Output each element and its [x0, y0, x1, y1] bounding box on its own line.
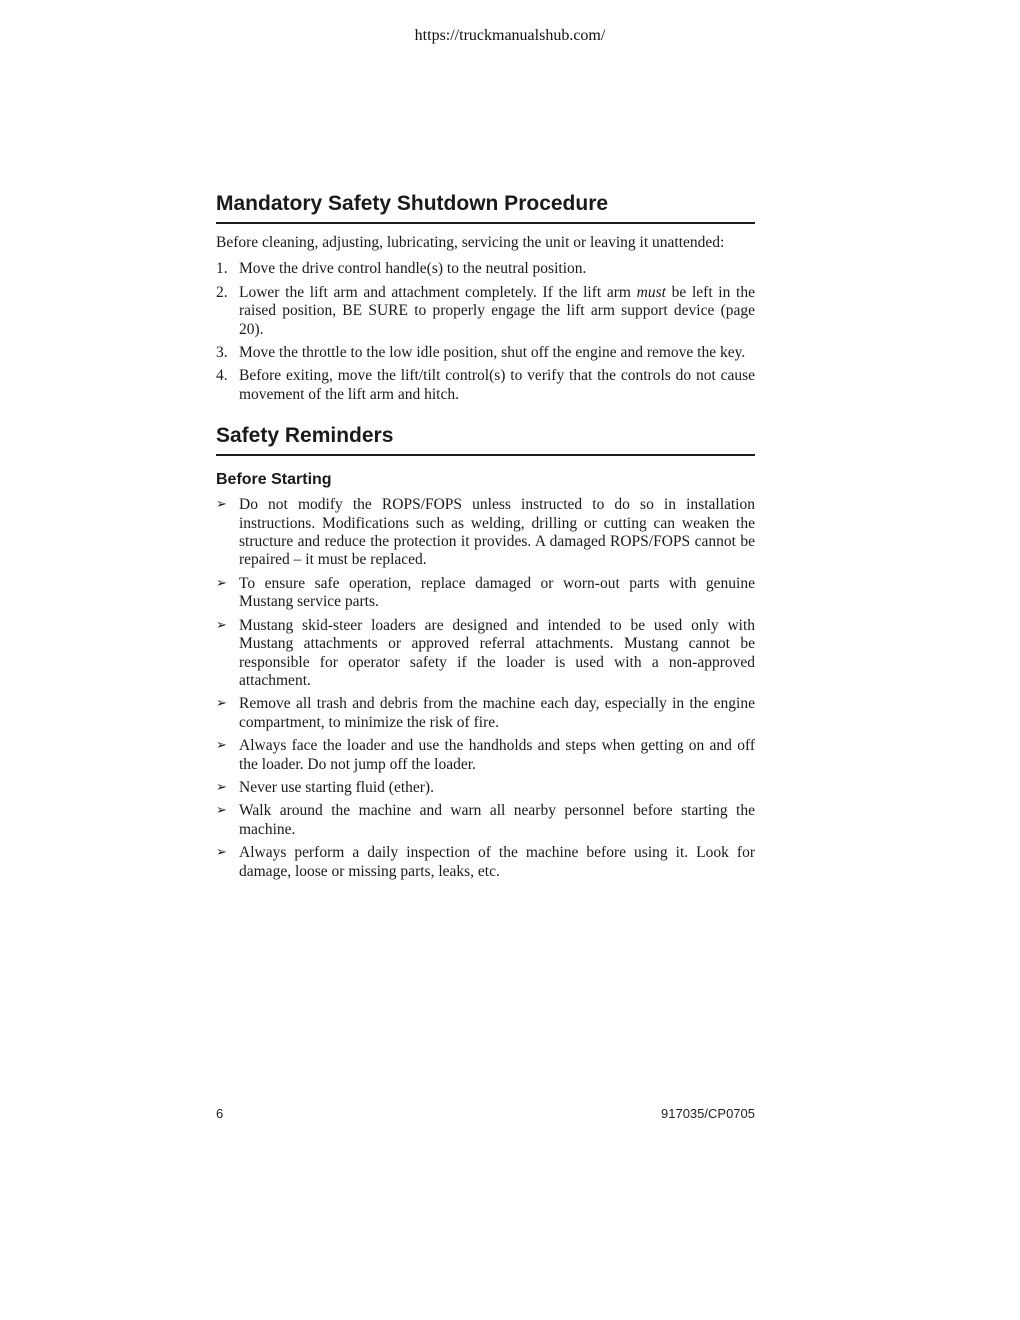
arrow-bullet-icon: ➢ [216, 575, 227, 591]
reminder-item [216, 802, 755, 839]
step-text-after: be left in the raised position, BE SURE to properly engage the lift arm support device (page 20). [239, 283, 755, 338]
reminder-text: Always perform a daily inspection of the machine before using it. Look for damage, loose or missing parts, leaks, etc. [239, 844, 755, 880]
reminder-list [216, 496, 755, 881]
reminder-text: Never use starting fluid (ether). [239, 778, 434, 796]
arrow-bullet-icon: ➢ [216, 617, 227, 633]
reminder-text: Do not modify the ROPS/FOPS unless instructed to do so in installation instructions. Modifications such as welding, drilling or cutting can weaken the structure and reduce the protection it provides. A damaged ROPS/FOPS cannot be repaired – it must be replaced. [239, 496, 755, 569]
step-text: Move the throttle to the low idle position, shut off the engine and remove the key. [239, 344, 746, 362]
arrow-bullet-icon: ➢ [216, 738, 227, 754]
step-number: 2. [216, 283, 228, 301]
reminder-item [216, 617, 755, 691]
shutdown-step [216, 284, 755, 339]
shutdown-step [216, 344, 755, 362]
reminder-item [216, 737, 755, 774]
step-text-before: Lower the lift arm and attachment completely. If the lift arm [239, 283, 637, 301]
reminder-item [216, 844, 755, 881]
document-code: 917035/CP0705 [661, 1106, 755, 1121]
shutdown-step [216, 260, 755, 278]
step-text: Before exiting, move the lift/tilt control(s) to verify that the controls do not cause movement of the lift arm and hitch. [239, 367, 755, 403]
safety-reminders-section [216, 422, 755, 881]
step-number: 4. [216, 367, 228, 385]
reminder-item [216, 695, 755, 732]
arrow-bullet-icon: ➢ [216, 779, 227, 795]
section-title-shutdown: Mandatory Safety Shutdown Procedure [216, 190, 755, 224]
reminder-item [216, 496, 755, 570]
reminder-text: To ensure safe operation, replace damaged or worn-out parts with genuine Mustang service parts. [239, 574, 755, 611]
step-text-emphasis: must [636, 283, 666, 301]
shutdown-step [216, 367, 755, 404]
page-number: 6 [216, 1106, 224, 1121]
reminder-text: Always face the loader and use the handholds and steps when getting on and off the loader. Do not jump off the loader. [239, 737, 755, 773]
arrow-bullet-icon: ➢ [216, 497, 227, 513]
arrow-bullet-icon: ➢ [216, 845, 227, 861]
source-url[interactable]: https://truckmanualshub.com/ [414, 27, 606, 44]
step-number: 3. [216, 344, 228, 362]
arrow-bullet-icon: ➢ [216, 803, 227, 819]
step-number: 1. [216, 260, 228, 278]
arrow-bullet-icon: ➢ [216, 696, 227, 712]
subsection-title-before-starting: Before Starting [216, 471, 332, 489]
shutdown-steps [216, 260, 755, 404]
reminder-item [216, 575, 755, 612]
reminder-text: Mustang skid-steer loaders are designed and intended to be used only with Mustang attachments or approved referral attachments. Mustang cannot be responsible for operator safety if the loader is used with a non-approved attachment. [239, 616, 755, 689]
reminder-text: Walk around the machine and warn all nearby personnel before starting the machine. [239, 802, 755, 838]
reminder-item [216, 779, 755, 797]
section-title-reminders: Safety Reminders [216, 422, 755, 456]
page-content [216, 190, 755, 886]
reminder-text: Remove all trash and debris from the machine each day, especially in the engine compartment, to minimize the risk of fire. [239, 695, 755, 731]
step-text: Move the drive control handle(s) to the neutral position. [239, 260, 587, 278]
shutdown-intro: Before cleaning, adjusting, lubricating, servicing the unit or leaving it unattended: [216, 234, 725, 251]
